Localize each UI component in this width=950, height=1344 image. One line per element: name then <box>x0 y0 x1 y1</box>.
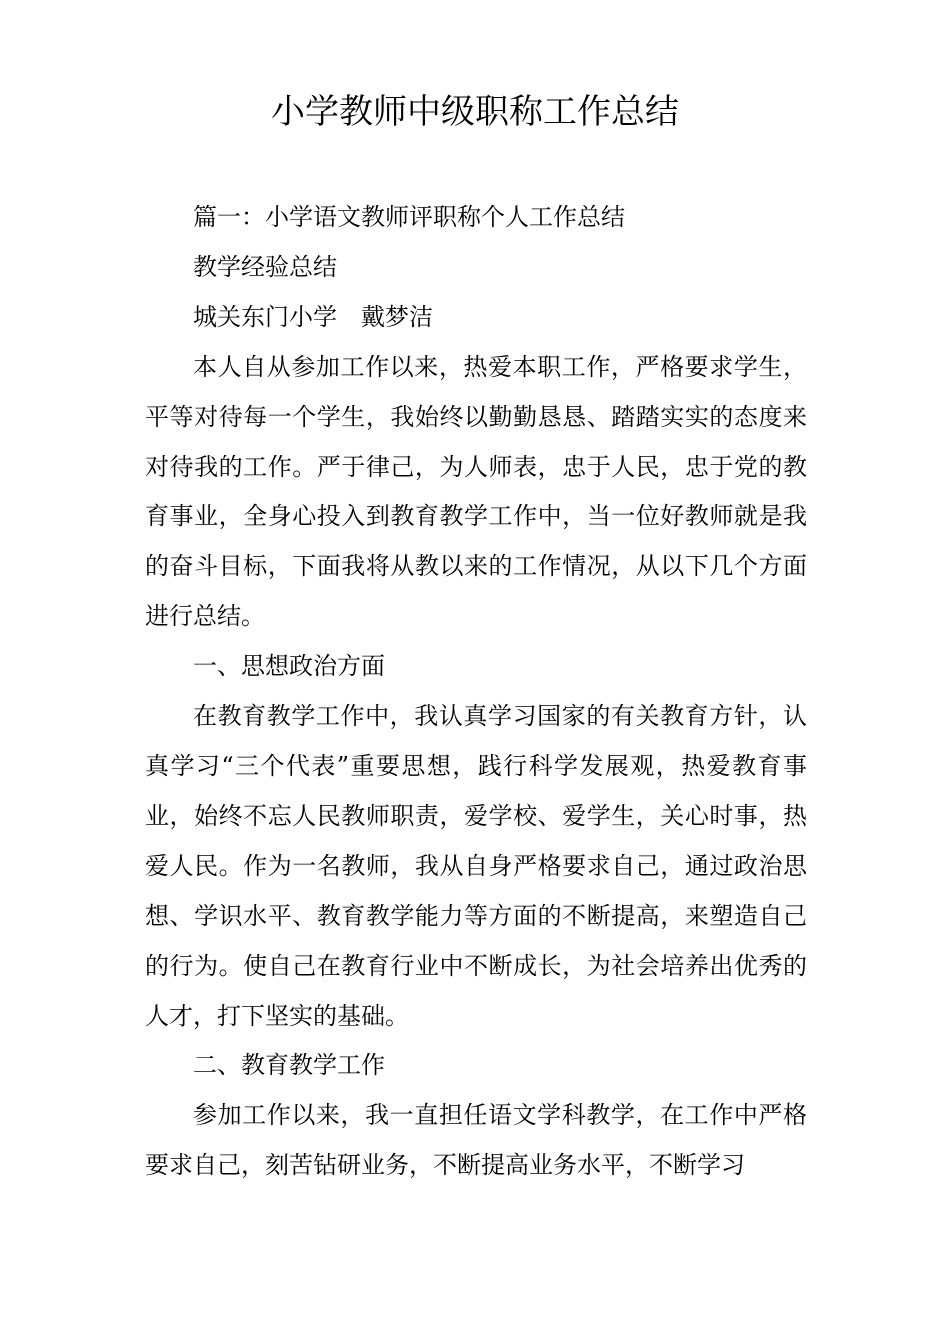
document-body <box>145 193 807 1191</box>
paragraph-author: 城关东门小学 戴梦洁 <box>193 302 433 331</box>
paragraph-politics: 在教育教学工作中，我认真学习国家的有关教育方针，认真学习“三个代表”重要思想，践行科学发展观，热爱教育事业，始终不忘人民教师职责，爱学校、爱学生，关心时事，热爱人民。作为一名教师，我从自身严格要求自己，通过政治思想、学识水平、教育教学能力等方面的不断提高，来塑造自己的行为。使自己在教育行业中不断成长，为社会培养出优秀的人才，打下坚实的基础。 <box>145 702 807 1030</box>
paragraph-intro: 本人自从参加工作以来，热爱本职工作，严格要求学生，平等对待每一个学生，我始终以勤勤恳恳、踏踏实实的态度来对待我的工作。严于律己，为人师表，忠于人民，忠于党的教育事业，全身心投入到教育教学工作中，当一位好教师就是我的奋斗目标，下面我将从教以来的工作情况，从以下几个方面进行总结。 <box>145 352 807 631</box>
document-title: 小学教师中级职称工作总结 <box>271 92 679 132</box>
paragraph-teaching: 参加工作以来，我一直担任语文学科教学，在工作中严格要求自己，刻苦钻研业务，不断提高业务水平，不断学习 <box>145 1101 807 1180</box>
section-heading-politics: 一、思想政治方面 <box>193 652 385 681</box>
paragraph-article-heading: 篇一：小学语文教师评职称个人工作总结 <box>193 203 625 231</box>
section-heading-teaching: 二、教育教学工作 <box>193 1051 385 1080</box>
paragraph-subtitle: 教学经验总结 <box>193 252 337 281</box>
